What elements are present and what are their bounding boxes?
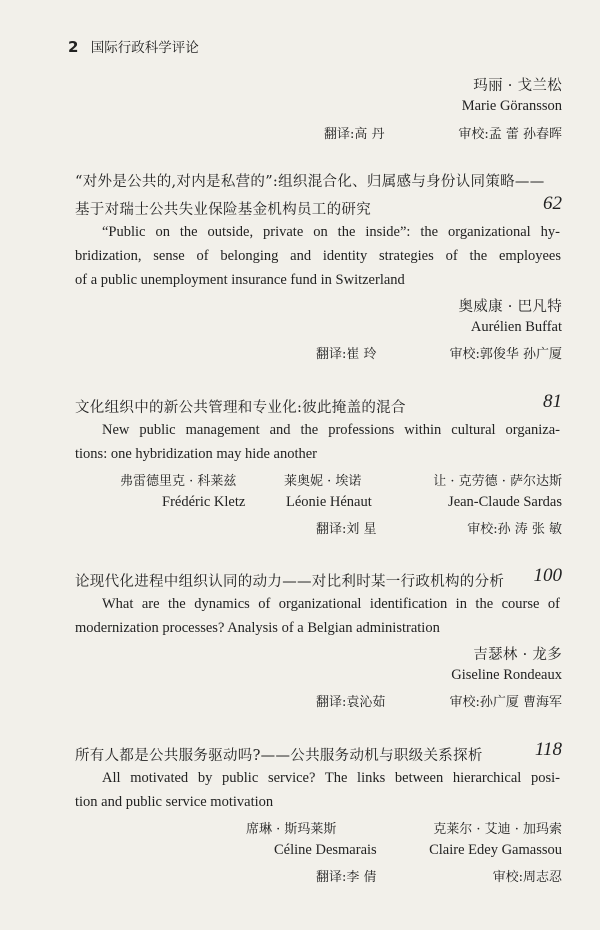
cn-author: 让 · 克劳德 · 萨尔达斯 (433, 474, 562, 489)
cn-author: 莱奥妮 · 埃诺 (284, 474, 362, 489)
entry-title-cn-cont: 基于对瑞士公共失业保险基金机构员工的研究 (75, 202, 371, 218)
entry-title-en: “Public on the outside, private on the inside”: the organizational hy- (102, 224, 560, 240)
entry-title-en: What are the dynamics of organizational identification in the course of (102, 596, 560, 612)
entry-title-en: modernization processes? Analysis of a Belgian administration (75, 620, 440, 636)
reviewer: 审校:孙 涛 张 敏 (467, 522, 562, 537)
running-header (68, 36, 199, 56)
en-author: Marie Göransson (461, 98, 562, 114)
page-ref: 100 (533, 565, 562, 586)
page-ref: 81 (543, 391, 562, 412)
en-author: Céline Desmarais (274, 842, 377, 858)
en-author: Frédéric Kletz (162, 494, 246, 510)
cn-author: 奥威康 · 巴凡特 (458, 299, 562, 315)
reviewer: 审校:孙广厦 曹海军 (449, 695, 562, 710)
cn-author: 席琳 · 斯玛莱斯 (246, 822, 337, 837)
en-author: Aurélien Buffat (470, 319, 562, 335)
journal-title: 国际行政科学评论 (90, 40, 199, 56)
reviewer: 审校:孟 蕾 孙春晖 (458, 127, 562, 142)
entry-title-cn: 所有人都是公共服务驱动吗?——公共服务动机与职级关系探析 (75, 748, 483, 764)
reviewer: 审校:周志忍 (492, 870, 562, 885)
translator: 翻译:袁沁茹 (316, 695, 386, 710)
entry-title-cn: 文化组织中的新公共管理和专业化:彼此掩盖的混合 (75, 400, 406, 416)
en-author: Jean-Claude Sardas (448, 494, 562, 510)
cn-author: 吉瑟林 · 龙多 (473, 647, 562, 663)
entry-title-en: tions: one hybridization may hide another (75, 446, 318, 462)
entry-title-en: bridization, sense of belonging and identity strategies of the employees (75, 248, 561, 264)
page-ref: 118 (534, 739, 562, 760)
en-author: Giseline Rondeaux (451, 667, 562, 683)
translator: 翻译:高 丹 (324, 127, 385, 142)
page-number: 2 (68, 38, 79, 56)
entry-title-en: All motivated by public service? The links between hierarchical posi- (102, 770, 560, 786)
translator: 翻译:李 倩 (316, 870, 377, 885)
en-author: Léonie Hénaut (286, 494, 372, 510)
cn-author: 弗雷德里克 · 科莱兹 (120, 474, 237, 489)
cn-author: 克莱尔 · 艾迪 · 加玛索 (433, 822, 562, 837)
entry-title-cn: 论现代化进程中组织认同的动力——对比利时某一行政机构的分析 (75, 574, 505, 590)
entry-title-cn: “对外是公共的,对内是私营的”:组织混合化、归属感与身份认同策略—— (75, 174, 545, 190)
cn-author: 玛丽 · 戈兰松 (473, 78, 562, 94)
reviewer: 审校:郭俊华 孙广厦 (449, 347, 562, 362)
entry-title-en: tion and public service motivation (75, 794, 274, 810)
translator: 翻译:崔 玲 (316, 347, 377, 362)
entry-title-en: New public management and the professions within cultural organiza- (102, 422, 560, 438)
en-author: Claire Edey Gamassou (429, 842, 562, 858)
entry-title-en: of a public unemployment insurance fund in Switzerland (75, 272, 405, 288)
page-ref: 62 (543, 193, 562, 214)
translator: 翻译:刘 星 (316, 522, 377, 537)
